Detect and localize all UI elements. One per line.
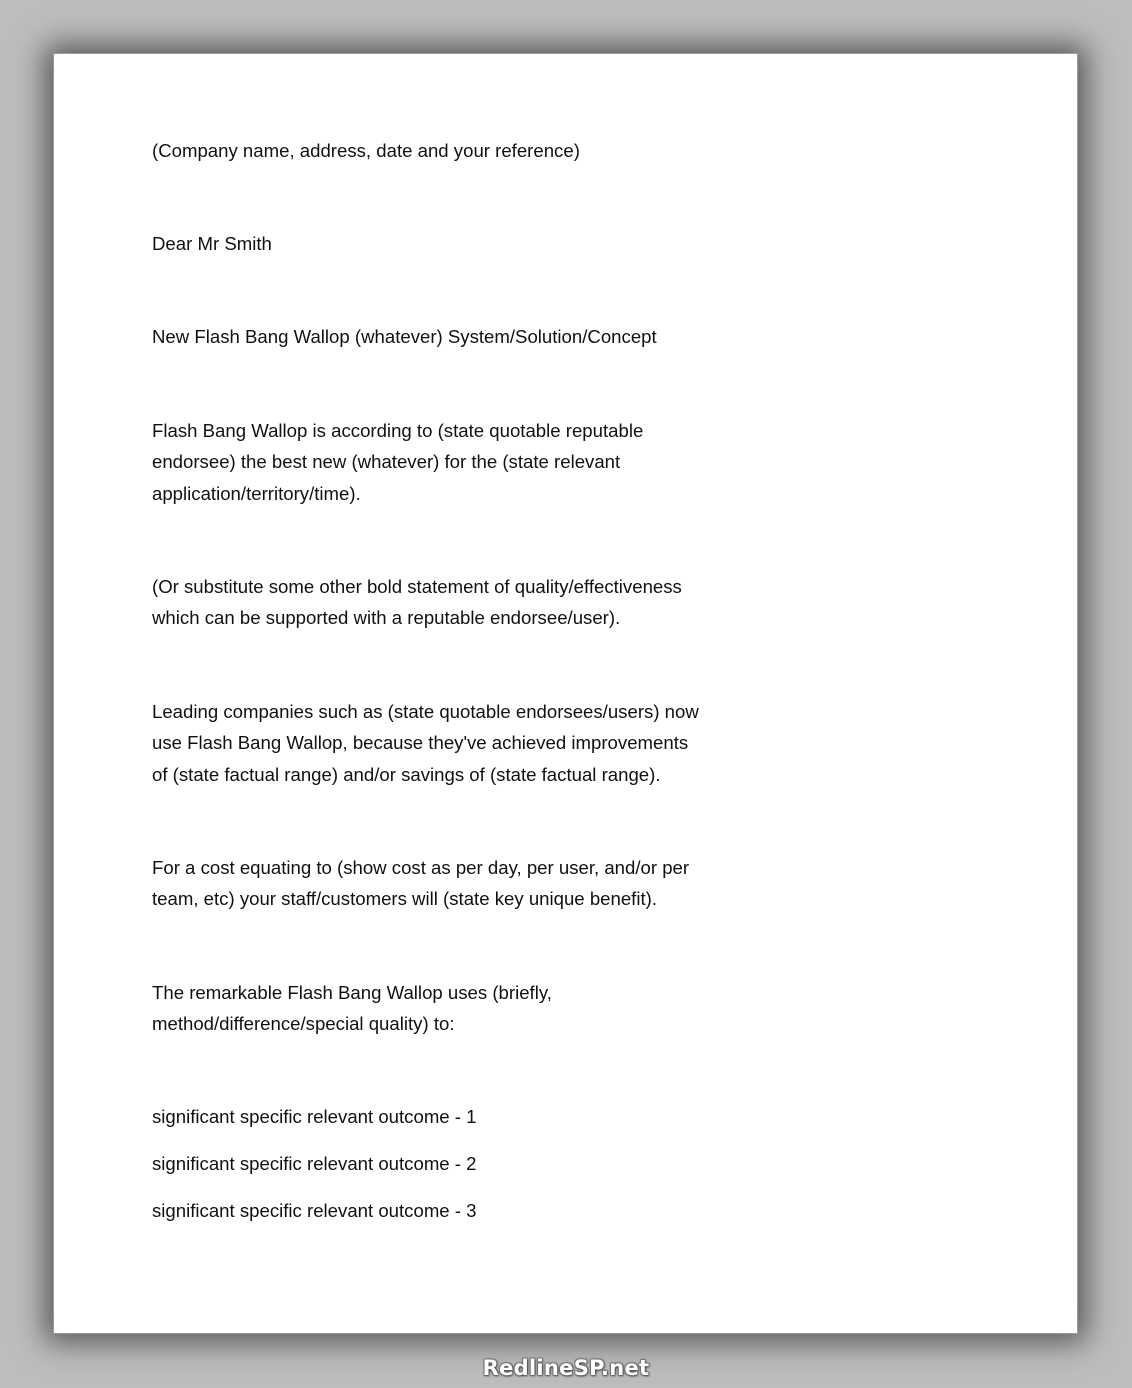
outcome-item: significant specific relevant outcome - 1 — [152, 1106, 477, 1127]
paragraph-line: endorsee) the best new (whatever) for the (state relevant — [152, 451, 621, 472]
salutation: Dear Mr Smith — [152, 233, 272, 254]
paragraph-line: method/difference/special quality) to: — [152, 1013, 455, 1034]
paragraph-line: (Or substitute some other bold statement of quality/effectiveness — [152, 576, 682, 597]
letter-header: (Company name, address, date and your reference) — [152, 140, 580, 161]
paragraph-line: team, etc) your staff/customers will (state key unique benefit). — [152, 888, 657, 909]
paragraph-line: Leading companies such as (state quotable endorsees/users) now — [152, 701, 699, 722]
letter-page — [53, 53, 1078, 1334]
subject-line: New Flash Bang Wallop (whatever) System/Solution/Concept — [152, 326, 657, 347]
paragraph-line: use Flash Bang Wallop, because they've achieved improvements — [152, 732, 689, 753]
paragraph-line: Flash Bang Wallop is according to (state quotable reputable — [152, 420, 644, 441]
paragraph-line: For a cost equating to (show cost as per day, per user, and/or per — [152, 857, 690, 878]
outcome-item: significant specific relevant outcome - 3 — [152, 1200, 477, 1221]
outcome-item: significant specific relevant outcome - 2 — [152, 1153, 477, 1174]
paragraph-line: The remarkable Flash Bang Wallop uses (briefly, — [152, 982, 552, 1003]
paragraph-line: application/territory/time). — [152, 483, 361, 504]
paragraph-line: which can be supported with a reputable endorsee/user). — [152, 607, 621, 628]
watermark-text: RedlineSP.net — [482, 1356, 650, 1380]
paragraph-line: of (state factual range) and/or savings of (state factual range). — [152, 764, 661, 785]
